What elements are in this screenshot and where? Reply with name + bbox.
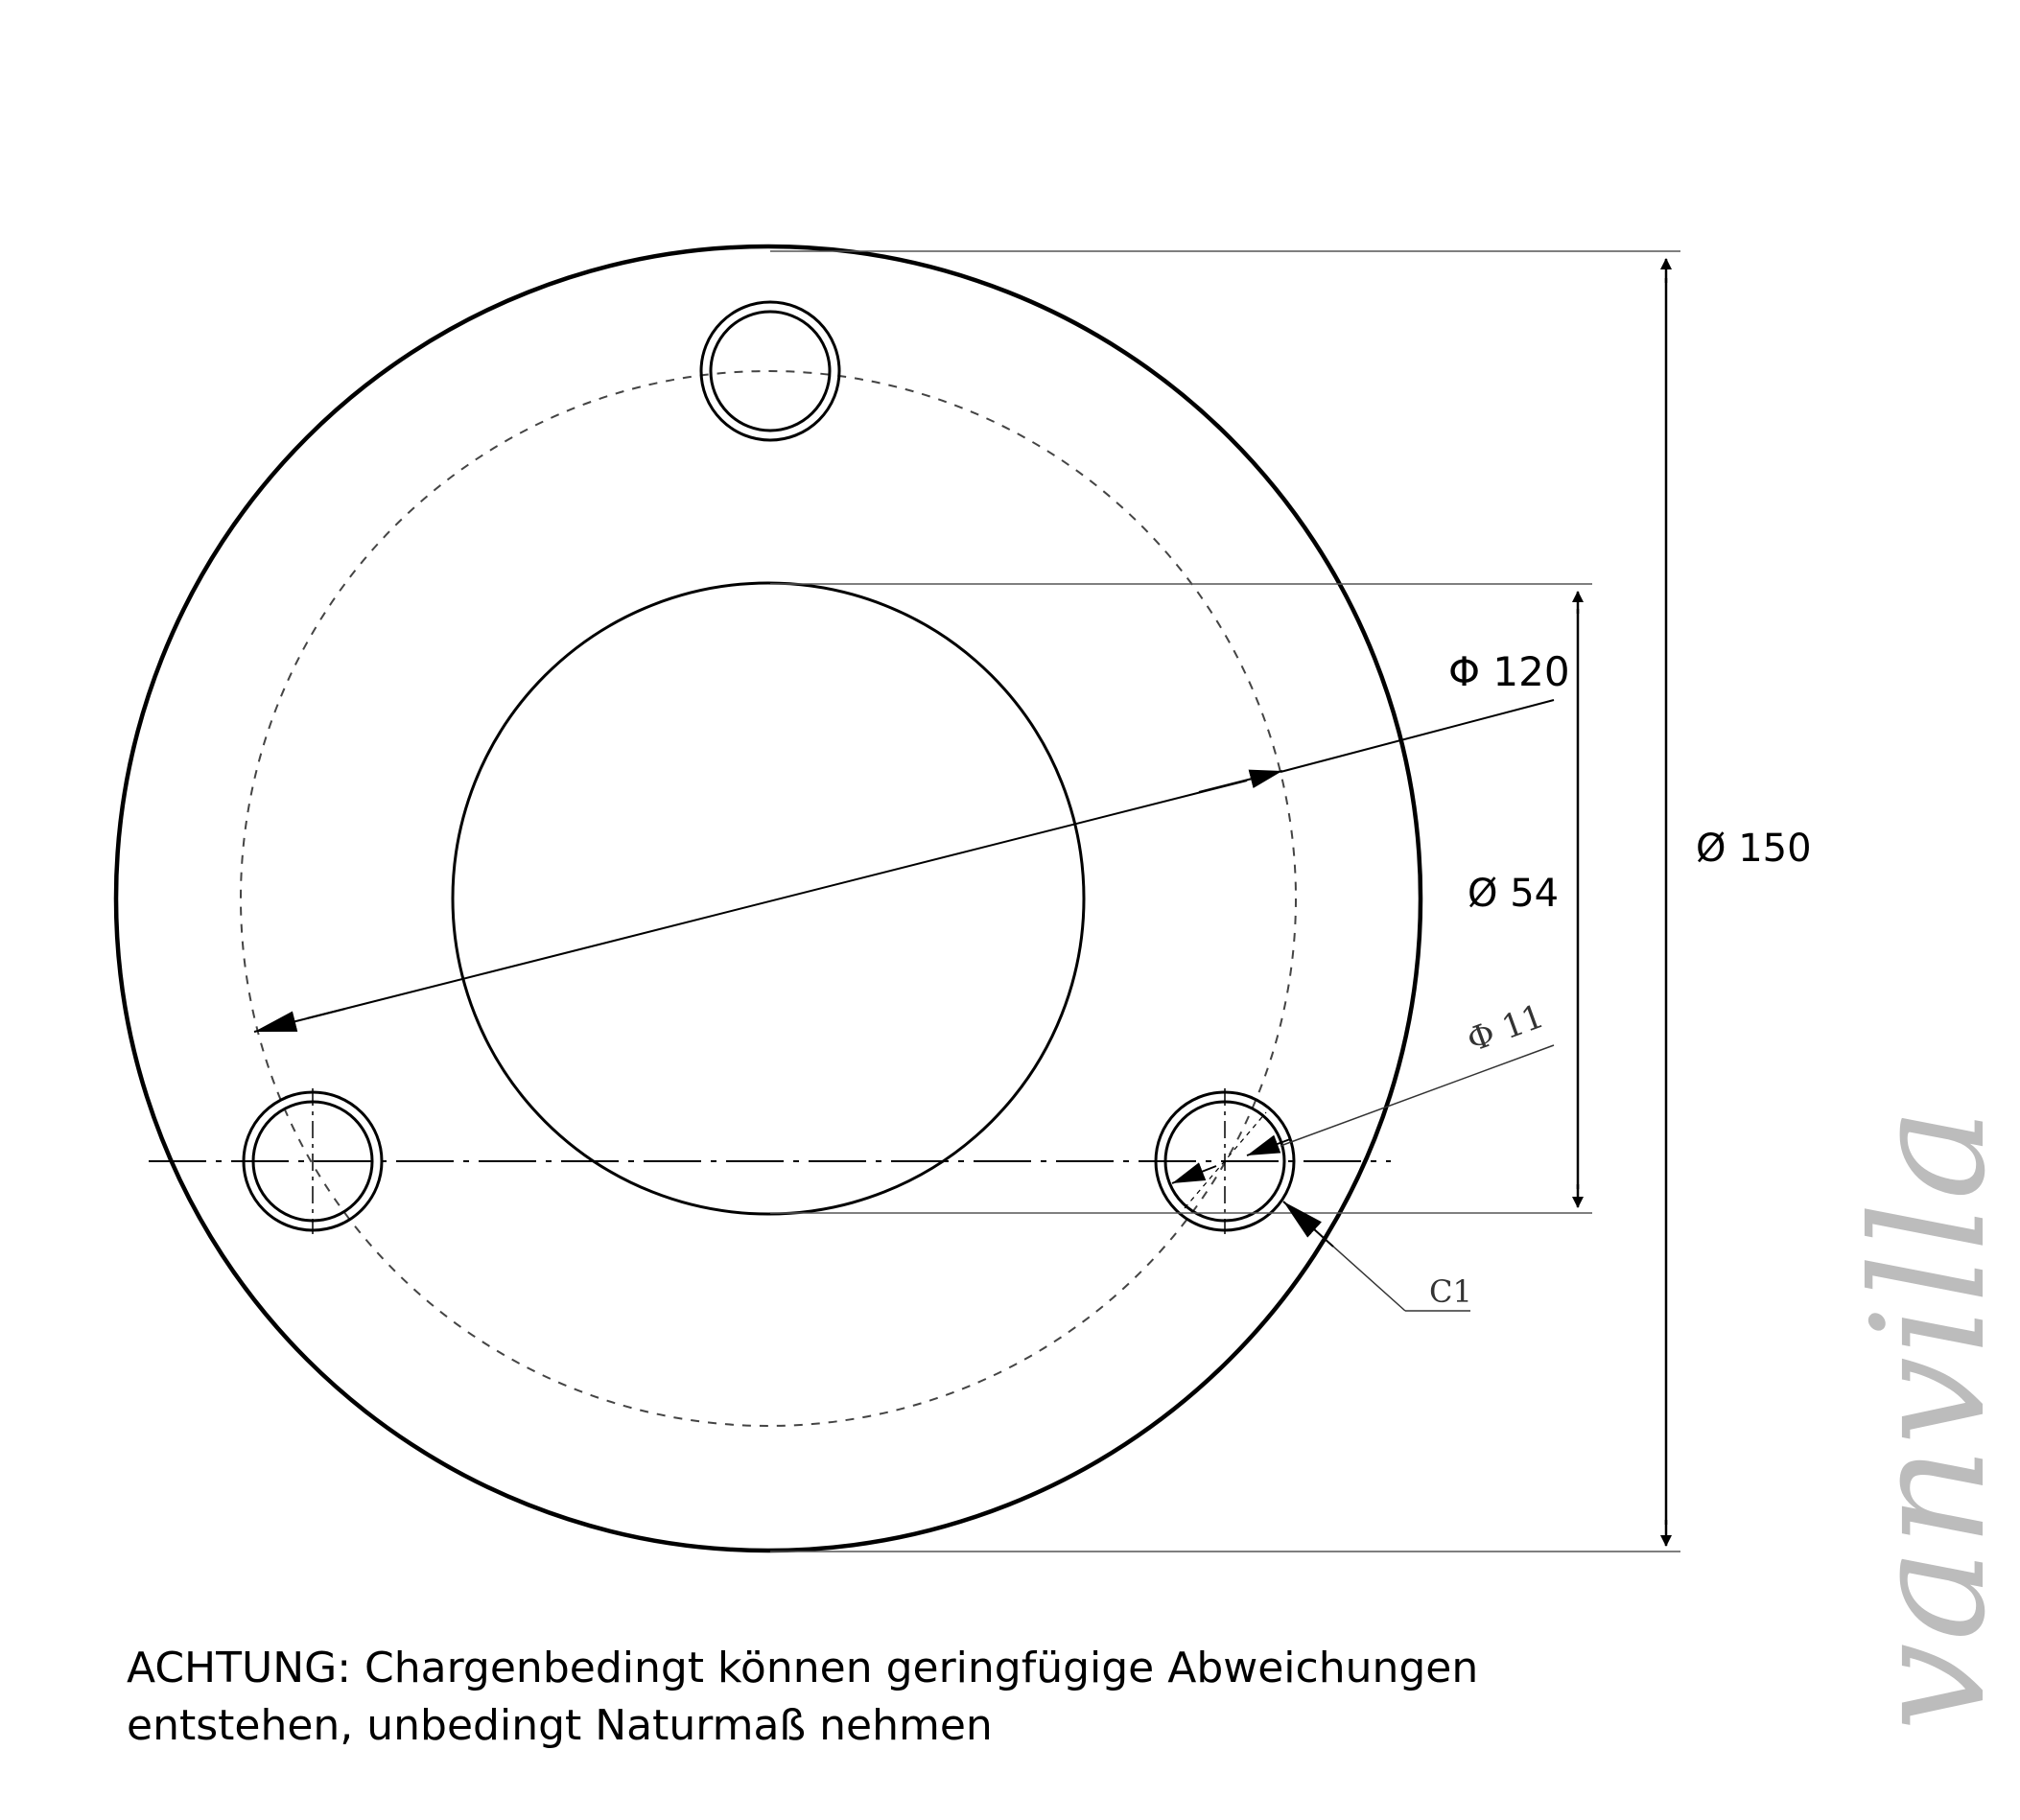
bolt-circle-dimension [254, 648, 1570, 1032]
hole-diameter-label: Φ 11 [1462, 996, 1550, 1061]
warning-note-line-1: ACHTUNG: Chargenbedingt können geringfügige Abweichungen [127, 1644, 1479, 1692]
bolt-circle-label: Φ 120 [1448, 648, 1570, 695]
brand-watermark: vanvilla [1840, 1106, 2020, 1731]
chamfer-label: C1 [1429, 1273, 1472, 1310]
outer-diameter-label: Ø 150 [1696, 827, 1812, 871]
bolt-hole-right [1156, 1088, 1294, 1371]
outer-diameter-dimension [770, 251, 1812, 1552]
bolt-circle [241, 371, 1296, 1426]
center-bore-circle [453, 583, 1084, 1214]
outer-flange-circle [116, 246, 1421, 1551]
warning-note-line-2: entstehen, unbedingt Naturmaß nehmen [127, 1701, 993, 1750]
bore-diameter-label: Ø 54 [1468, 872, 1560, 916]
warning-note [127, 1640, 1700, 1755]
